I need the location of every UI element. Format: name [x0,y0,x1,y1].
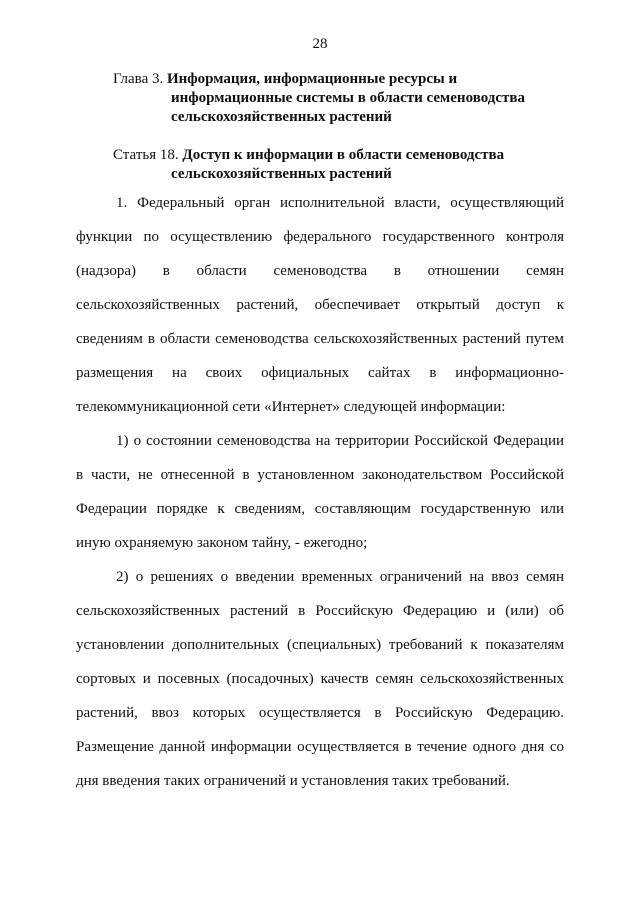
chapter-title-line: Информация, информационные ресурсы и [166,71,458,87]
paragraph-1-line: телекоммуникационной сети «Интернет» следующей информации: [76,399,506,415]
paragraph-3-line: Размещение данной информации осуществляется в течение одного дня со [76,739,564,755]
paragraph-3-line: сельскохозяйственных растений в Российскую Федерацию и (или) об [76,603,564,619]
article-heading [113,146,593,186]
chapter-label: Глава 3. [113,71,164,87]
paragraph-2-line: иную охраняемую законом тайну, - ежегодно; [76,535,368,551]
chapter-title-line: информационные системы в области семеноводства [171,90,525,106]
article-label: Статья 18. [113,147,179,163]
article-title-line: Доступ к информации в области семеноводства [182,147,505,163]
paragraph-3-line: дня введения таких ограничений и установления таких требований. [76,773,510,789]
paragraph-3-line: сортовых и посевных (посадочных) качеств семян сельскохозяйственных [76,671,564,687]
paragraph-3-line: растений, ввоз которых осуществляется в Российскую Федерацию. [76,705,564,721]
paragraph-3-line: установлении дополнительных (специальных) требований к показателям [76,637,564,653]
paragraph-3-line: 2) о решениях о введении временных ограничений на ввоз семян [116,569,564,585]
article-title-line: сельскохозяйственных растений [171,166,392,182]
paragraph-1-line: сельскохозяйственных растений, обеспечивает открытый доступ к [76,297,564,313]
paragraph-1-line: (надзора) в области семеноводства в отношении семян [76,263,564,279]
paragraph-2-line: в части, не отнесенной в установленном законодательством Российской [76,467,564,483]
paragraph-2-line: Федерации порядке к сведениям, составляющим государственную или [76,501,564,517]
page-number: 28 [312,36,328,52]
paragraph-1-line: 1. Федеральный орган исполнительной власти, осуществляющий [116,195,564,211]
chapter-heading-line-1 [113,70,457,89]
chapter-title-line: сельскохозяйственных растений [171,109,392,125]
paragraph-1-line: размещения на своих официальных сайтах в информационно- [76,365,564,381]
paragraph-2-line: 1) о состоянии семеноводства на территории Российской Федерации [116,433,564,449]
article-heading-line-1 [113,146,504,165]
paragraph-1-line: функции по осуществлению федерального государственного контроля [76,229,564,245]
paragraph-1-line: сведениям в области семеноводства сельскохозяйственных растений путем [76,331,564,347]
chapter-heading [113,70,593,130]
